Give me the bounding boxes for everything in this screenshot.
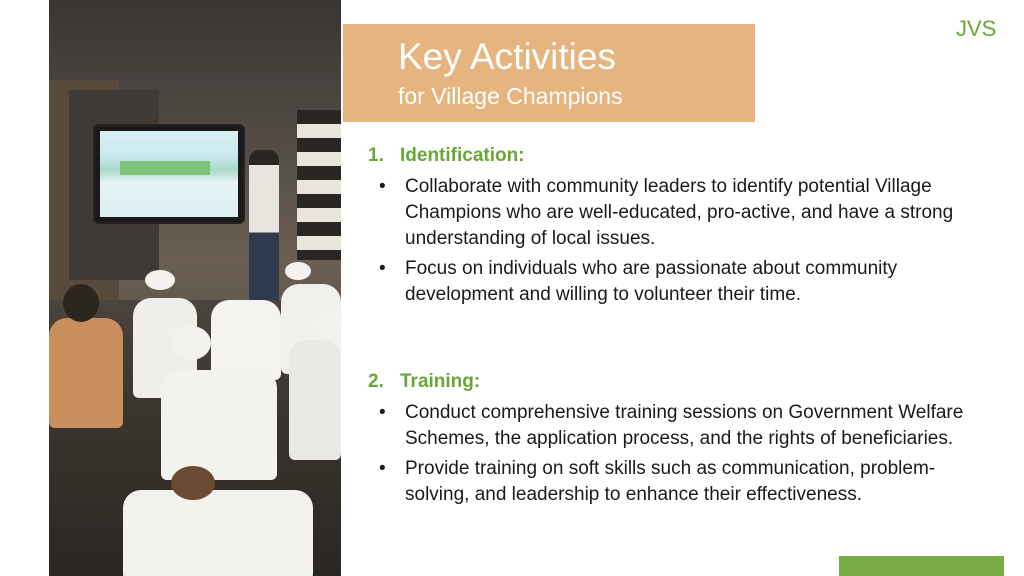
photo-display-band xyxy=(120,161,210,175)
slide-title: Key Activities xyxy=(398,36,616,77)
list-item xyxy=(368,174,978,252)
photo-presenter xyxy=(249,150,279,300)
section-number: 1. xyxy=(368,145,384,166)
photo-display-screen xyxy=(95,126,243,222)
training-session-photo xyxy=(49,0,341,576)
bullet-text: Conduct comprehensive training sessions on Government Welfare Schemes, the application process, and the rights of beneficiaries. xyxy=(405,402,964,449)
section-heading xyxy=(368,370,978,394)
photo-display-content xyxy=(100,131,238,217)
section-heading xyxy=(368,144,978,168)
bullet-icon: • xyxy=(379,176,386,197)
section-number: 2. xyxy=(368,371,384,392)
bullet-icon: • xyxy=(379,258,386,279)
section-identification xyxy=(368,144,978,312)
section-training xyxy=(368,370,978,512)
photo-attendee xyxy=(289,340,341,460)
bullet-text: Provide training on soft skills such as communication, problem-solving, and leadership to enhance their effectiveness. xyxy=(405,458,936,505)
photo-attendee-head xyxy=(171,466,215,500)
photo-attendee-cap xyxy=(317,312,341,332)
section-title: Identification: xyxy=(400,145,525,166)
photo-attendee xyxy=(49,318,123,428)
list-item xyxy=(368,256,978,308)
brand-logo-text: JVS xyxy=(956,16,997,41)
slide-subtitle: for Village Champions xyxy=(398,83,623,109)
list-item xyxy=(368,456,978,508)
bullet-list xyxy=(368,400,978,508)
list-item xyxy=(368,400,978,452)
bullet-icon: • xyxy=(379,458,386,479)
photo-attendee-cap xyxy=(171,326,211,360)
bullet-list xyxy=(368,174,978,308)
footer-accent-bar xyxy=(839,556,1004,576)
section-title: Training: xyxy=(400,371,481,392)
bullet-text: Collaborate with community leaders to identify potential Village Champions who are well-educated, pro-active, and have a strong understanding of local issues. xyxy=(405,176,954,249)
photo-attendee-cap xyxy=(145,270,175,290)
photo-wall-panel xyxy=(297,110,341,260)
bullet-text: Focus on individuals who are passionate about community development and willing to volunteer their time. xyxy=(405,258,898,305)
bullet-icon: • xyxy=(379,402,386,423)
photo-attendee-cap xyxy=(285,262,311,280)
photo-attendee xyxy=(123,490,313,576)
photo-attendee-head xyxy=(63,284,99,322)
photo-attendee xyxy=(211,300,281,380)
